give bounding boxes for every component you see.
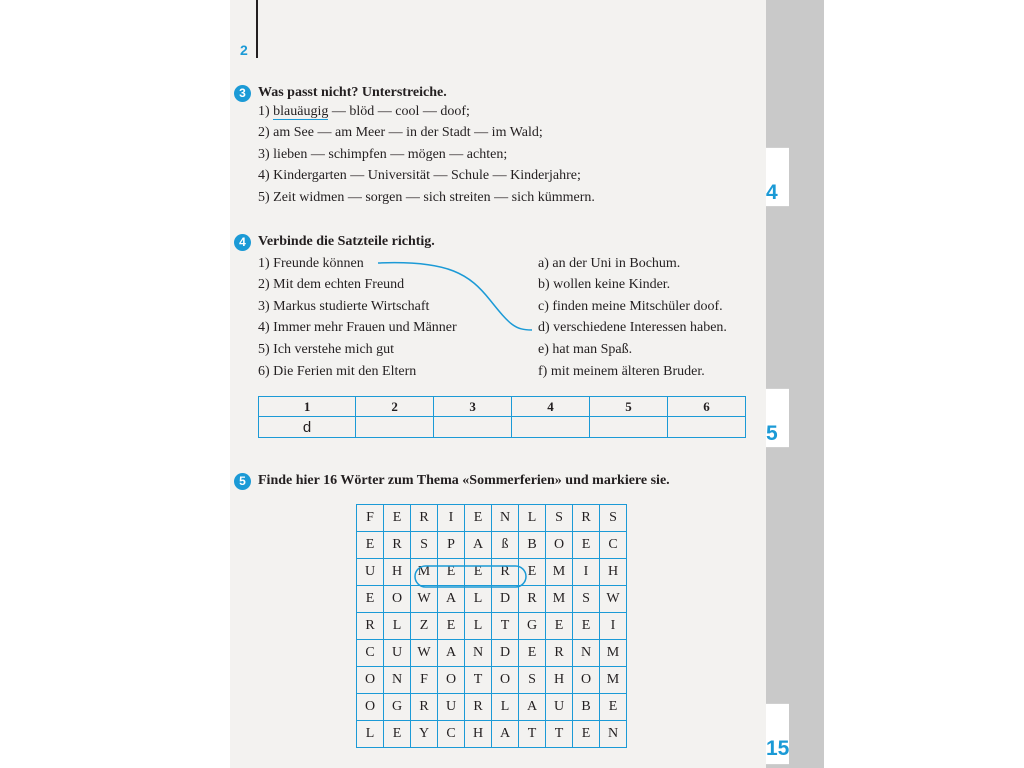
grid-cell[interactable]: E <box>573 532 600 559</box>
exercise-5-badge: 5 <box>234 473 251 490</box>
exercise-5-title: Finde hier 16 Wörter zum Thema «Sommerferien» und markiere sie. <box>258 473 670 488</box>
grid-cell[interactable]: H <box>384 559 411 586</box>
grid-cell[interactable]: E <box>546 613 573 640</box>
grid-cell[interactable]: R <box>519 586 546 613</box>
grid-cell[interactable]: T <box>546 721 573 748</box>
grid-cell[interactable]: R <box>411 505 438 532</box>
grid-cell[interactable]: N <box>465 640 492 667</box>
grid-cell[interactable]: N <box>600 721 627 748</box>
grid-cell[interactable]: P <box>438 532 465 559</box>
grid-cell[interactable]: E <box>519 640 546 667</box>
exercise-3-badge: 3 <box>234 85 251 102</box>
grid-cell[interactable]: N <box>384 667 411 694</box>
grid-cell[interactable]: H <box>465 721 492 748</box>
grid-cell[interactable]: M <box>546 586 573 613</box>
grid-cell[interactable]: R <box>573 505 600 532</box>
ex4-right-b: b) wollen keine Kinder. <box>538 277 671 292</box>
ex4-left-5: 5) Ich verstehe mich gut <box>258 342 395 357</box>
grid-cell[interactable]: D <box>492 586 519 613</box>
grid-cell[interactable]: Z <box>411 613 438 640</box>
grid-cell[interactable]: R <box>357 613 384 640</box>
grid-cell[interactable]: E <box>573 721 600 748</box>
grid-cell[interactable]: E <box>357 586 384 613</box>
grid-cell[interactable]: E <box>573 613 600 640</box>
grid-cell[interactable]: B <box>573 694 600 721</box>
answer-header-cell: 2 <box>356 397 434 417</box>
answer-header-cell: 3 <box>434 397 512 417</box>
grid-cell[interactable]: G <box>519 613 546 640</box>
grid-cell[interactable]: O <box>438 667 465 694</box>
grid-cell[interactable]: C <box>357 640 384 667</box>
answer-cell[interactable] <box>668 417 746 438</box>
grid-cell[interactable]: E <box>465 505 492 532</box>
grid-cell[interactable]: S <box>600 505 627 532</box>
grid-cell[interactable]: N <box>492 505 519 532</box>
ex4-left-4: 4) Immer mehr Frauen und Männer <box>258 320 457 335</box>
grid-cell[interactable]: W <box>411 586 438 613</box>
grid-cell[interactable]: E <box>465 559 492 586</box>
exercise-3-title: Was passt nicht? Unterstreiche. <box>258 85 447 100</box>
answer-cell[interactable] <box>590 417 668 438</box>
score-ex3: 4 <box>766 181 778 204</box>
score-ex4: 5 <box>766 422 778 445</box>
ex3-line-3 <box>258 147 507 163</box>
ex4-left-2: 2) Mit dem echten Freund <box>258 277 405 292</box>
grid-cell[interactable]: E <box>384 505 411 532</box>
ex3-line-num: 4) <box>258 168 270 183</box>
answer-cell[interactable] <box>434 417 512 438</box>
grid-cell[interactable]: A <box>492 721 519 748</box>
answer-header-cell: 6 <box>668 397 746 417</box>
answer-cell[interactable] <box>512 417 590 438</box>
grid-cell[interactable]: L <box>465 613 492 640</box>
grid-cell[interactable]: A <box>438 586 465 613</box>
grid-cell[interactable]: M <box>411 559 438 586</box>
answer-table-header <box>259 397 746 417</box>
grid-row <box>357 505 627 532</box>
grid-cell[interactable]: S <box>411 532 438 559</box>
grid-cell[interactable]: C <box>438 721 465 748</box>
grid-cell[interactable]: B <box>519 532 546 559</box>
grid-row <box>357 586 627 613</box>
grid-cell[interactable]: U <box>438 694 465 721</box>
grid-cell[interactable]: R <box>492 559 519 586</box>
exercise-4-badge: 4 <box>234 234 251 251</box>
grid-cell[interactable]: A <box>438 640 465 667</box>
grid-cell[interactable]: O <box>357 694 384 721</box>
ex3-line-text: Zeit widmen — sorgen — sich streiten — sich kümmern. <box>273 190 595 205</box>
ex3-line-num: 3) <box>258 147 270 162</box>
grid-cell[interactable]: L <box>357 721 384 748</box>
underlined-answer: blauäugig <box>273 104 329 119</box>
ex3-line-1 <box>258 104 470 120</box>
ex3-line-5 <box>258 190 595 206</box>
grid-cell[interactable]: L <box>492 694 519 721</box>
margin-rule <box>256 0 258 58</box>
page-number: 2 <box>240 42 248 58</box>
grid-cell[interactable]: Y <box>411 721 438 748</box>
grid-cell[interactable]: W <box>411 640 438 667</box>
grid-cell[interactable]: M <box>600 667 627 694</box>
word-search-grid <box>356 504 627 748</box>
grid-cell[interactable]: D <box>492 640 519 667</box>
ex4-left-1: 1) Freunde können <box>258 256 364 271</box>
grid-row <box>357 613 627 640</box>
score-ex5: 15 <box>766 737 790 760</box>
answer-cell[interactable] <box>356 417 434 438</box>
grid-row <box>357 640 627 667</box>
ex4-left-6: 6) Die Ferien mit den Eltern <box>258 364 417 379</box>
grid-cell[interactable]: M <box>600 640 627 667</box>
grid-cell[interactable]: H <box>600 559 627 586</box>
grid-cell[interactable]: S <box>546 505 573 532</box>
ex4-right-c: c) finden meine Mitschüler doof. <box>538 299 723 314</box>
grid-cell[interactable]: A <box>519 694 546 721</box>
grid-cell[interactable]: L <box>519 505 546 532</box>
grid-cell[interactable]: T <box>492 613 519 640</box>
grid-cell[interactable]: R <box>465 694 492 721</box>
grid-cell[interactable]: W <box>600 586 627 613</box>
grid-cell[interactable]: T <box>465 667 492 694</box>
answer-header-cell: 4 <box>512 397 590 417</box>
grid-cell[interactable]: L <box>384 613 411 640</box>
ex3-line-text: lieben — schimpfen — mögen — achten; <box>273 147 508 162</box>
score-sidebar <box>766 0 824 768</box>
answer-header-cell: 1 <box>259 397 356 417</box>
grid-cell[interactable]: R <box>384 532 411 559</box>
grid-cell[interactable]: I <box>573 559 600 586</box>
grid-cell[interactable]: E <box>519 559 546 586</box>
ex3-line-text: am See — am Meer — in der Stadt — im Wald; <box>273 125 543 140</box>
grid-cell[interactable]: H <box>546 667 573 694</box>
grid-cell[interactable]: O <box>384 586 411 613</box>
ex3-line-2 <box>258 125 543 141</box>
grid-cell[interactable]: U <box>384 640 411 667</box>
ex4-right-e: e) hat man Spaß. <box>538 342 633 357</box>
answer-cell[interactable]: d <box>259 417 356 438</box>
grid-row <box>357 559 627 586</box>
grid-cell[interactable]: L <box>465 586 492 613</box>
answer-table <box>258 396 746 438</box>
grid-row <box>357 694 627 721</box>
ex4-left-3: 3) Markus studierte Wirtschaft <box>258 299 430 314</box>
ex3-line-num: 2) <box>258 125 270 140</box>
grid-cell[interactable]: O <box>546 532 573 559</box>
grid-cell[interactable]: O <box>492 667 519 694</box>
grid-cell[interactable]: E <box>438 559 465 586</box>
grid-cell[interactable]: C <box>600 532 627 559</box>
grid-cell[interactable]: O <box>573 667 600 694</box>
grid-row <box>357 532 627 559</box>
grid-cell[interactable]: O <box>357 667 384 694</box>
ex3-line-4 <box>258 168 581 184</box>
ex3-line-num: 5) <box>258 190 270 205</box>
grid-cell[interactable]: U <box>546 694 573 721</box>
grid-cell[interactable]: ß <box>492 532 519 559</box>
grid-cell[interactable]: F <box>357 505 384 532</box>
ex4-right-a: a) an der Uni in Bochum. <box>538 256 681 271</box>
grid-cell[interactable]: M <box>546 559 573 586</box>
exercise-4-title: Verbinde die Satzteile richtig. <box>258 234 435 249</box>
grid-cell[interactable]: R <box>546 640 573 667</box>
grid-cell[interactable]: F <box>411 667 438 694</box>
grid-cell[interactable]: E <box>438 613 465 640</box>
grid-cell[interactable]: G <box>384 694 411 721</box>
ex3-line-text: — blöd — cool — doof; <box>328 104 470 119</box>
grid-cell[interactable]: I <box>438 505 465 532</box>
grid-cell[interactable]: S <box>519 667 546 694</box>
grid-cell[interactable]: E <box>384 721 411 748</box>
grid-cell[interactable]: R <box>411 694 438 721</box>
grid-row <box>357 667 627 694</box>
grid-cell[interactable]: E <box>357 532 384 559</box>
ex4-right-d: d) verschiedene Interessen haben. <box>538 320 727 335</box>
grid-cell[interactable]: E <box>600 694 627 721</box>
grid-cell[interactable]: S <box>573 586 600 613</box>
grid-cell[interactable]: I <box>600 613 627 640</box>
ex3-line-num: 1) <box>258 104 270 119</box>
grid-cell[interactable]: N <box>573 640 600 667</box>
grid-row <box>357 721 627 748</box>
answer-header-cell: 5 <box>590 397 668 417</box>
ex4-right-f: f) mit meinem älteren Bruder. <box>538 364 705 379</box>
answer-table-row <box>259 417 746 438</box>
grid-cell[interactable]: T <box>519 721 546 748</box>
grid-cell[interactable]: U <box>357 559 384 586</box>
ex3-line-text: Kindergarten — Universität — Schule — Kinderjahre; <box>273 168 581 183</box>
grid-cell[interactable]: A <box>465 532 492 559</box>
